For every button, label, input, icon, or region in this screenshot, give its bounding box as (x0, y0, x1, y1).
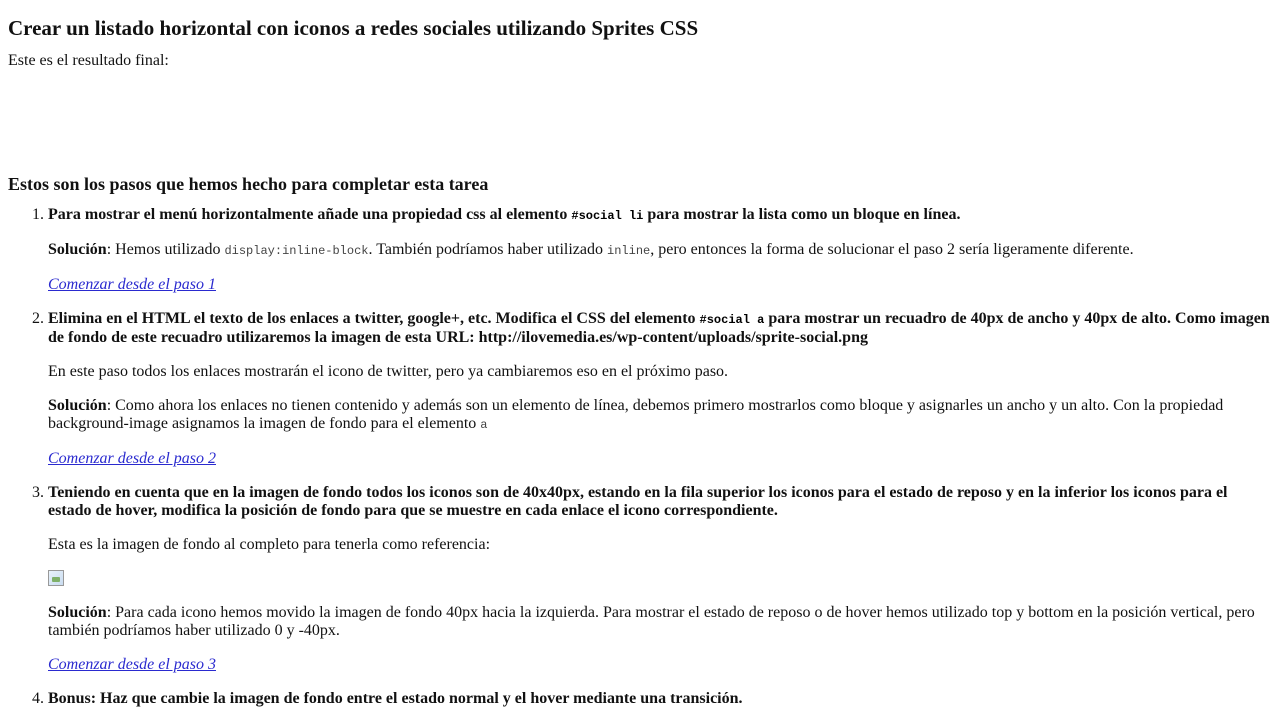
step-1-solution-code: display:inline-block (224, 244, 369, 258)
solution-label: Solución (48, 241, 107, 258)
sprite-reference-image (48, 570, 64, 586)
step-3-solution-text: : Para cada icono hemos movido la imagen de fondo 40px hacia la izquierda. Para mostrar el estado de reposo o de hover hemos utilizado top y bottom en la posición vertical, pero también podríamos haber utilizado 0 y -40px. (48, 604, 1255, 639)
step-4-title-text: Bonus: Haz que cambie la imagen de fondo entre el estado normal y el hover mediante una transición. (48, 690, 743, 707)
step-2-note: En este paso todos los enlaces mostrarán el icono de twitter, pero ya cambiaremos eso en el próximo paso. (48, 363, 729, 380)
start-from-step-2-link[interactable]: Comenzar desde el paso 2 (48, 450, 216, 467)
start-from-step-3-link[interactable]: Comenzar desde el paso 3 (48, 656, 216, 673)
step-3-link-row (48, 656, 1272, 674)
step-1-title-text-end: para mostrar la lista como un bloque en línea. (643, 206, 961, 223)
step-1-title (48, 206, 1272, 225)
step-2-title-text: Elimina en el HTML el texto de los enlaces a twitter, google+, etc. Modifica el CSS del elemento (48, 310, 700, 327)
step-1-link-row (48, 276, 1272, 294)
steps-list (8, 206, 1272, 708)
step-1-solution-text-mid: . También podríamos haber utilizado (368, 241, 608, 258)
step-1-title-text: Para mostrar el menú horizontalmente añade una propiedad css al elemento (48, 206, 572, 223)
step-2-title (48, 310, 1272, 347)
page-title: Crear un listado horizontal con iconos a redes sociales utilizando Sprites CSS (8, 16, 699, 40)
step-3-note: Esta es la imagen de fondo al completo para tenerla como referencia: (48, 536, 491, 553)
step-2-title-text-end: para mostrar un recuadro de 40px de ancho y 40px de alto. Como imagen de fondo de este recuadro utilizaremos la imagen de esta URL: http://ilovemedia.es/wp-content/uploads/sprite-social.png (48, 310, 1270, 346)
step-2-link-row (48, 450, 1272, 468)
step-2 (48, 310, 1272, 468)
step-1-solution-text-end: , pero entonces la forma de solucionar el paso 2 sería ligeramente diferente. (650, 241, 1134, 258)
step-3-image-row (48, 570, 1272, 588)
step-2-solution-text: : Como ahora los enlaces no tienen contenido y además son un elemento de línea, debemos primero mostrarlos como bloque y asignarles un ancho y un alto. Con la propiedad background-image asignamos la imagen de fondo para el elemento (48, 397, 1224, 432)
steps-heading: Estos son los pasos que hemos hecho para completar esta tarea (8, 174, 489, 194)
step-4 (48, 690, 1272, 708)
solution-label: Solución (48, 397, 107, 414)
step-1 (48, 206, 1272, 294)
intro-text: Este es el resultado final: (8, 52, 169, 69)
start-from-step-1-link[interactable]: Comenzar desde el paso 1 (48, 276, 216, 293)
step-2-title-code: #social a (699, 313, 765, 327)
step-3 (48, 484, 1272, 674)
step-3-title (48, 484, 1272, 520)
step-3-solution (48, 604, 1272, 640)
step-3-title-text: Teniendo en cuenta que en la imagen de fondo todos los iconos son de 40x40px, estando en la fila superior los iconos para el estado de reposo y en la inferior los iconos para el estado de hover, modifica la posición de fondo para que se muestre en cada enlace el icono correspondiente. (48, 484, 1228, 519)
step-1-solution-text: : Hemos utilizado (106, 241, 225, 258)
step-1-solution-code-2: inline (607, 244, 651, 258)
solution-label: Solución (48, 604, 107, 621)
step-1-title-code: #social li (571, 209, 644, 223)
step-4-title (48, 690, 1272, 708)
step-1-solution (48, 241, 1272, 260)
social-list-demo-area (8, 70, 1272, 174)
step-2-solution (48, 397, 1272, 434)
step-2-solution-code: a (480, 418, 488, 432)
